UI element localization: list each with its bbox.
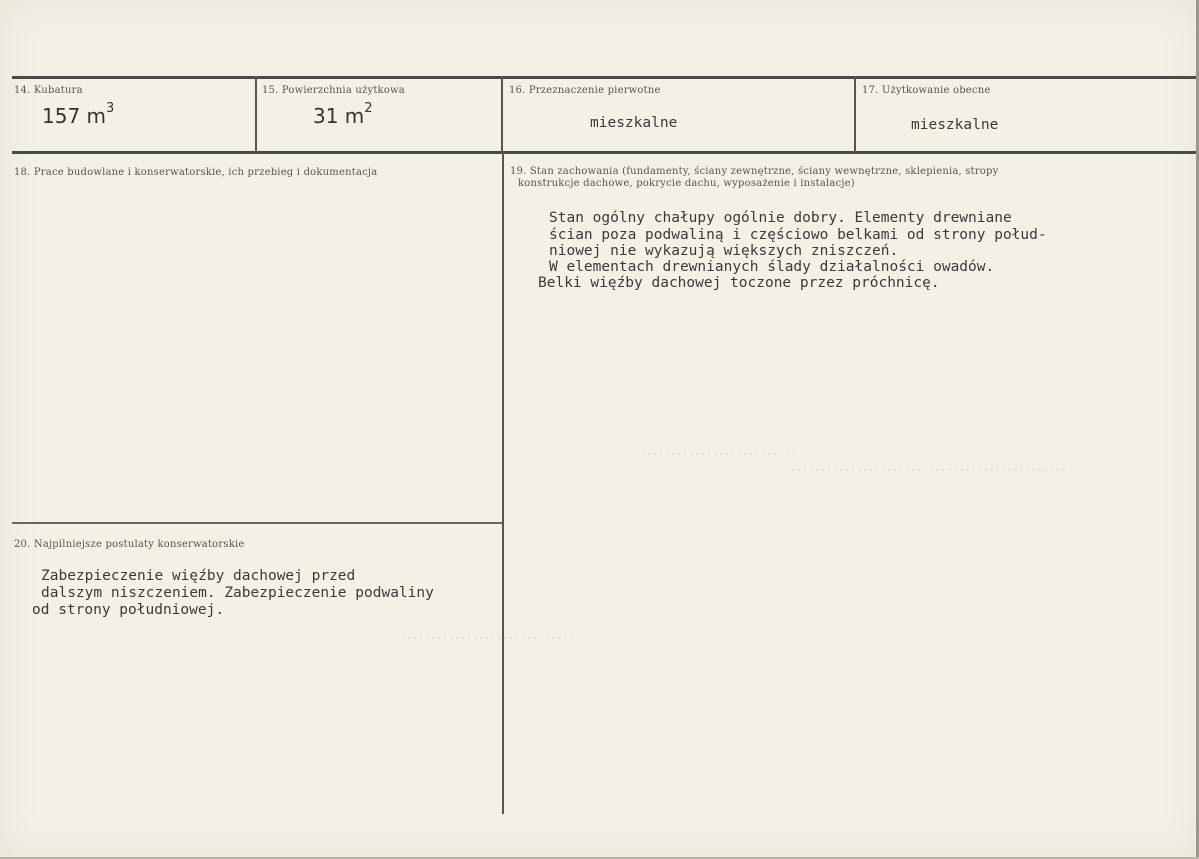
field-19-line: ścian poza podwaliną i częściowo belkami od strony połud- bbox=[549, 227, 1047, 243]
field-20-line: od strony południowej. bbox=[32, 602, 225, 618]
field-18-20-rule bbox=[12, 522, 502, 524]
divider-16-17 bbox=[854, 76, 856, 153]
bleed-through-mark: .......................... bbox=[640, 450, 797, 461]
field-17-label: 17. Użytkowanie obecne bbox=[862, 85, 991, 96]
field-15-label: 15. Powierzchnia użytkowa bbox=[262, 85, 405, 96]
field-14-label: 14. Kubatura bbox=[14, 85, 83, 96]
field-16-value: mieszkalne bbox=[590, 115, 678, 131]
field-15-exponent: 2 bbox=[364, 101, 373, 117]
header-row-rule bbox=[12, 151, 1196, 154]
field-19-line: niowej nie wykazują większych zniszczeń. bbox=[549, 243, 899, 259]
field-15-value-text: 31 m bbox=[313, 104, 365, 128]
field-18-label: 18. Prace budowlane i konserwatorskie, ich przebieg i dokumentacja bbox=[14, 167, 378, 178]
field-15-value bbox=[313, 101, 373, 128]
field-20-line: dalszym niszczeniem. Zabezpieczenie podwaliny bbox=[41, 585, 434, 601]
field-20-label: 20. Najpilniejsze postulaty konserwatorskie bbox=[14, 539, 245, 550]
field-14-value bbox=[42, 101, 115, 128]
field-19-line: W elementach drewnianych ślady działalności owadów. bbox=[549, 259, 995, 275]
bleed-through-mark: .............................................. bbox=[790, 466, 1067, 477]
field-17-value: mieszkalne bbox=[911, 117, 999, 133]
field-16-label: 16. Przeznaczenie pierwotne bbox=[509, 85, 661, 96]
field-19-line: Stan ogólny chałupy ogólnie dobry. Elementy drewniane bbox=[549, 210, 1012, 226]
field-14-exponent: 3 bbox=[106, 101, 115, 117]
divider-14-15 bbox=[255, 76, 257, 153]
field-14-value-text: 157 m bbox=[42, 104, 107, 128]
field-20-line: Zabezpieczenie więźby dachowej przed bbox=[41, 568, 356, 584]
field-19-line: Belki więźby dachowej toczone przez próchnicę. bbox=[538, 275, 940, 291]
bleed-through-mark: .............................. bbox=[400, 634, 581, 645]
field-19-label-line1: 19. Stan zachowania (fundamenty, ściany zewnętrzne, ściany wewnętrzne, sklepienia, stropy bbox=[510, 166, 999, 177]
top-rule bbox=[12, 76, 1196, 79]
divider-main bbox=[502, 151, 504, 814]
field-19-label-line2: konstrukcje dachowe, pokrycie dachu, wyposażenie i instalacje) bbox=[518, 178, 855, 189]
divider-15-16 bbox=[501, 76, 503, 153]
